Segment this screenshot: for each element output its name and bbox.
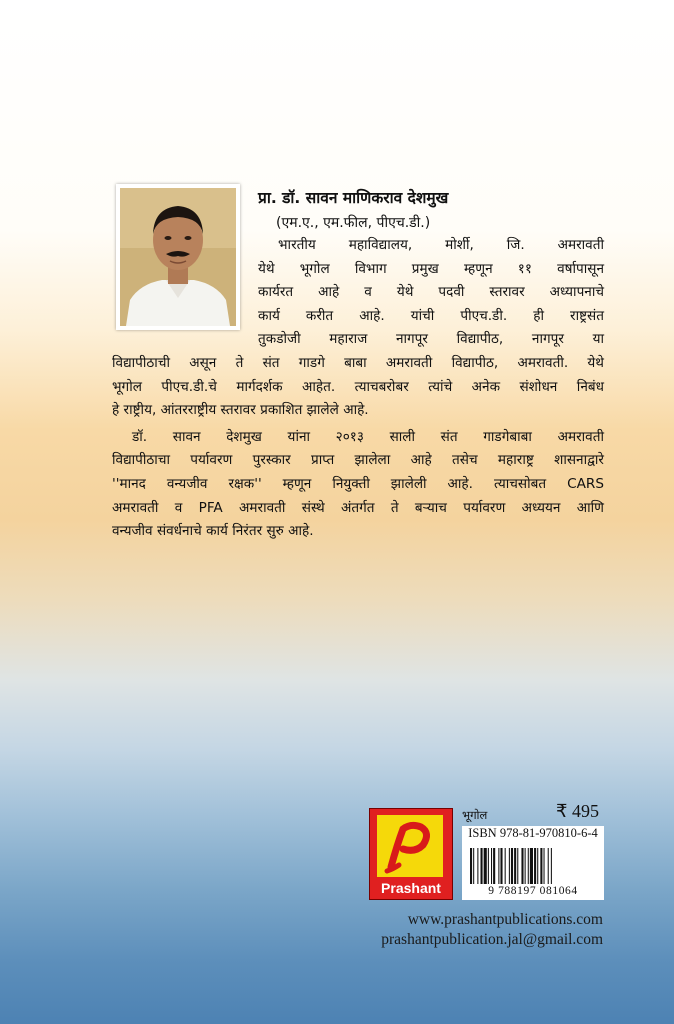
bio-line: ''मानद वन्यजीव रक्षक'' म्हणून नियुक्ती झालेली आहे. त्याचसोबत CARS	[112, 475, 604, 492]
subject-label: भूगोल	[462, 808, 488, 822]
bio-line: कार्य करीत आहे. यांची पीएच.डी. ही राष्ट्रसंत	[258, 307, 604, 324]
publisher-email[interactable]: prashantpublication.jal@gmail.com	[381, 931, 603, 948]
bio-line: तुकडोजी महाराज नागपूर विद्यापीठ, नागपूर या	[258, 331, 604, 348]
bio-line: विद्यापीठाची असून ते संत गाडगे बाबा अमरावती विद्यापीठ, अमरावती. येथे	[112, 354, 604, 371]
bio-line: येथे भूगोल विभाग प्रमुख म्हणून ११ वर्षापासून	[258, 260, 604, 277]
bio-line: विद्यापीठाचा पर्यावरण पुरस्कार प्राप्त झालेला आहे तसेच महाराष्ट्र शासनाद्वारे	[112, 452, 604, 469]
author-portrait-image	[120, 188, 236, 326]
p-letter-icon	[377, 815, 443, 877]
bio-line: भारतीय महाविद्यालय, मोर्शी, जि. अमरावती	[278, 237, 604, 253]
publisher-logo	[369, 808, 453, 900]
author-photo	[116, 184, 240, 330]
bio-line: अमरावती व PFA अमरावती संस्थे अंतर्गत ते बऱ्याच पर्यावरण अध्ययन आणि	[112, 499, 604, 516]
author-degrees: (एम.ए., एम.फील, पीएच.डी.)	[276, 215, 431, 231]
publisher-logo-word: Prashant	[381, 880, 441, 896]
bio-line: कार्यरत आहे व येथे पदवी स्तरावर अध्यापनाचे	[258, 284, 604, 301]
bio-line: डॉ. सावन देशमुख यांना २०१३ साली संत गाडगेबाबा अमरावती	[132, 428, 604, 445]
author-bio	[112, 234, 604, 544]
barcode-number: 9 788197 081064	[488, 885, 578, 897]
isbn-text: ISBN 978-81-970810-6-4	[468, 826, 598, 840]
logo-emblem	[377, 815, 443, 877]
bio-line: वन्यजीव संवर्धनाचे कार्य निरंतर सुरु आहे.	[112, 523, 314, 540]
publisher-website[interactable]: www.prashantpublications.com	[407, 911, 603, 928]
price: ₹ 495	[556, 801, 599, 821]
barcode-icon	[468, 848, 598, 884]
isbn-barcode	[462, 826, 604, 900]
author-name: प्रा. डॉ. सावन माणिकराव देशमुख	[258, 189, 449, 207]
bio-line: भूगोल पीएच.डी.चे मार्गदर्शक आहेत. त्याचबरोबर त्यांचे अनेक संशोधन निबंध	[112, 378, 604, 395]
bio-line: हे राष्ट्रीय, आंतरराष्ट्रीय स्तरावर प्रकाशित झालेले आहे.	[112, 402, 369, 419]
